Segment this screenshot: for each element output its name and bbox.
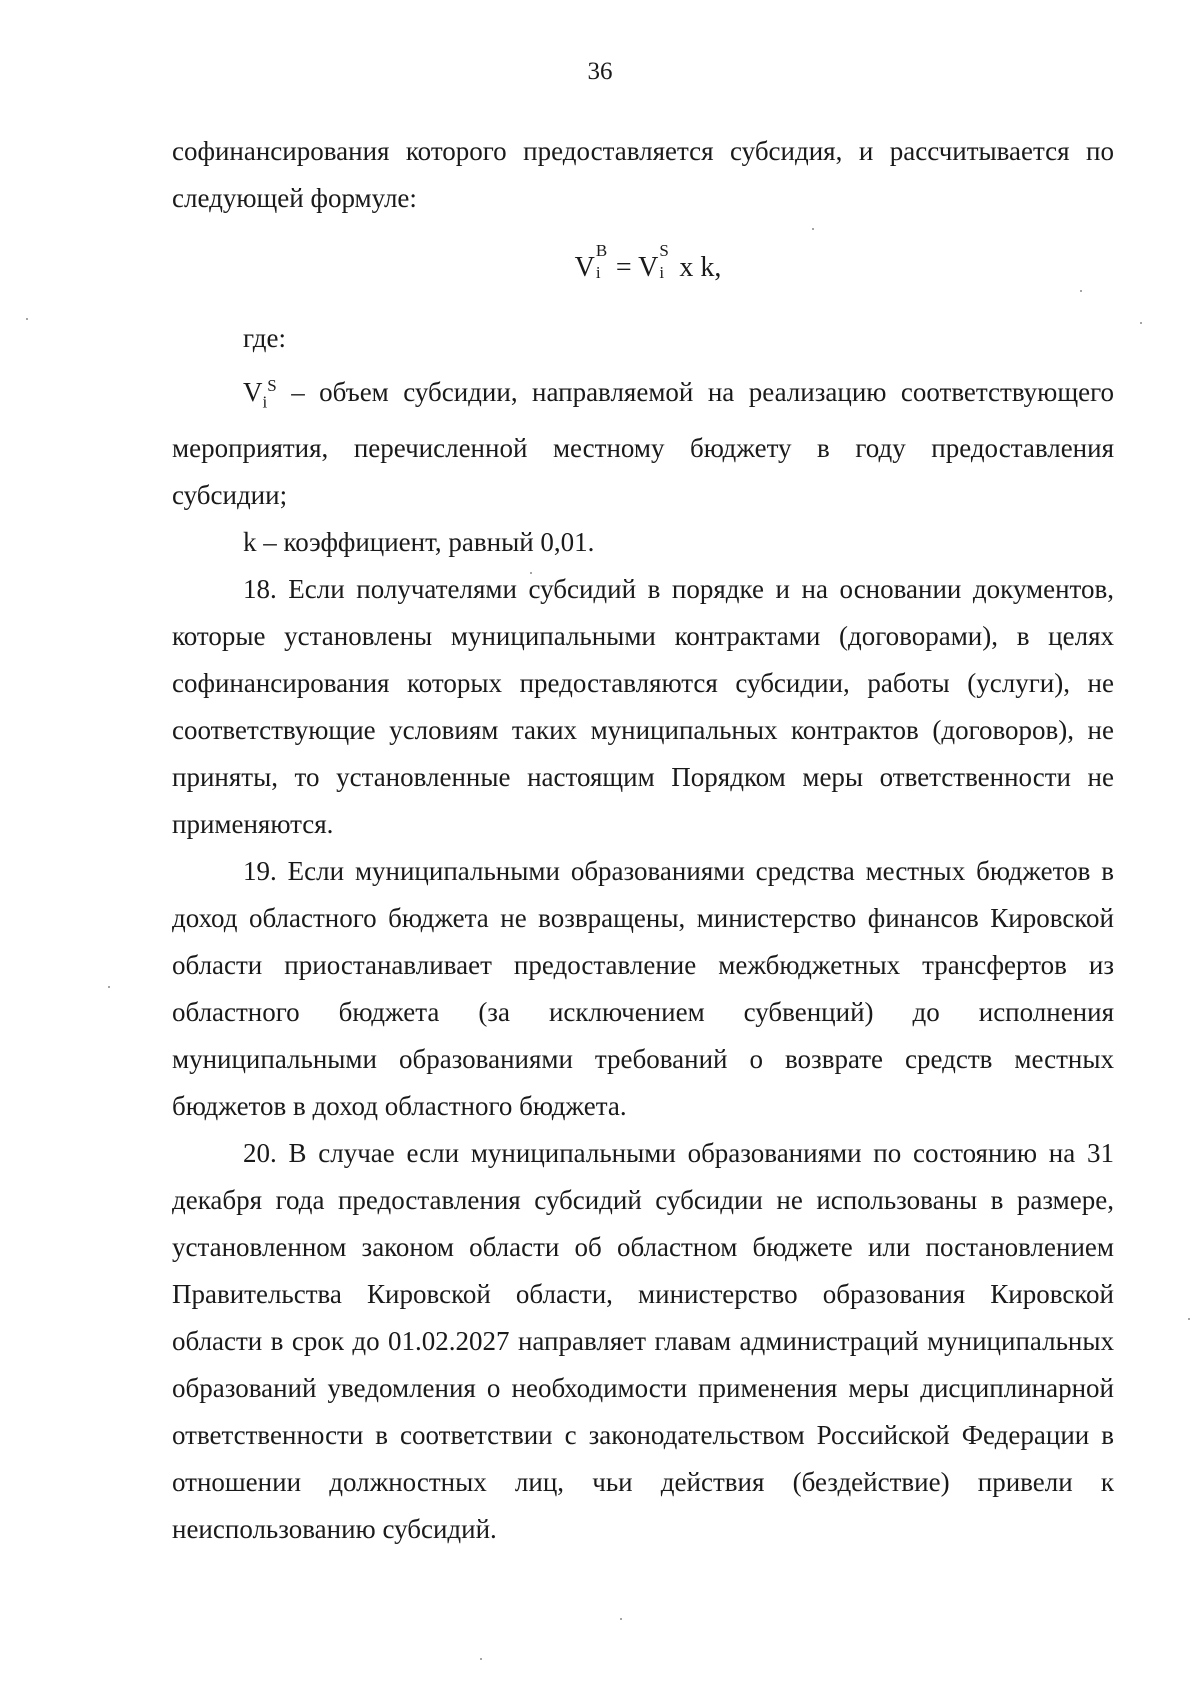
scan-speck — [108, 986, 110, 988]
definition-vs-sub: i — [262, 392, 268, 412]
formula-rhs-var: V — [638, 252, 659, 283]
scan-speck — [620, 1618, 622, 1620]
definition-k: k – коэффициент, равный 0,01. — [243, 527, 595, 558]
formula-lhs-var: V — [574, 252, 595, 283]
paragraph-18: 18. Если получателями субсидий в порядке и на основании документов, которые установлены муниципальными контрактами (договорами), в целях софинансирования которых предоставляются субсидии, работы (услуги), не соответствующие условиям таких муниципальных контрактов (договоров), не приняты, то установленные настоящим Порядком меры ответственности не применяются. — [172, 574, 1114, 840]
paragraph-19: 19. Если муниципальными образованиями средства местных бюджетов в доход областного бюджета не возвращены, министерство финансов Кировской области приостанавливает предоставление межбюджетных трансфертов из областного бюджета (за исключением субвенций) до исполнения муниципальными образованиями требований о возврате средств местных бюджетов в доход областного бюджета. — [172, 856, 1114, 1122]
formula-lhs-indices — [595, 241, 609, 282]
document-body — [172, 128, 1114, 1553]
intro-paragraph: софинансирования которого предоставляется субсидия, и рассчитывается по следующей формуле: — [172, 136, 1114, 213]
where-label: где: — [243, 323, 286, 353]
formula-lhs-sub: i — [595, 263, 601, 282]
definition-vs-sup: S — [267, 376, 277, 395]
formula-rest: x k, — [679, 252, 722, 283]
formula-rhs-indices — [658, 241, 672, 282]
scan-speck — [26, 318, 28, 320]
formula-lhs-sup: B — [595, 241, 608, 260]
paragraph-20: 20. В случае если муниципальными образованиями по состоянию на 31 декабря года предоставления субсидий субсидии не использованы в размере, установленном законом области об областном бюджете или постановлением Правительства Кировской области, министерство образования Кировской области в срок до 01.02.2027 направляет главам администраций муниципальных образований уведомления о необходимости применения меры дисциплинарной ответственности в соответствии с законодательством Российской Федерации в отношении должностных лиц, чьи действия (бездействие) привели к неиспользованию субсидий. — [172, 1138, 1114, 1545]
formula — [172, 241, 1114, 291]
scan-speck — [1188, 1318, 1190, 1320]
formula-equals: = — [615, 252, 632, 283]
formula-rhs-sub: i — [659, 263, 665, 282]
scan-speck — [1080, 290, 1082, 292]
formula-rhs-sup: S — [659, 241, 669, 260]
scan-speck — [812, 228, 814, 230]
definition-vs-text: – объем субсидии, направляемой на реализацию соответствующего мероприятия, перечисленной местному бюджету в году предоставления субсидии; — [172, 377, 1115, 511]
page-number: 36 — [587, 58, 613, 85]
scan-speck — [480, 1658, 482, 1660]
definition-vs-var: V — [243, 377, 263, 407]
definition-vs — [172, 362, 1114, 519]
scan-speck — [1140, 322, 1142, 324]
scan-speck — [530, 572, 532, 574]
